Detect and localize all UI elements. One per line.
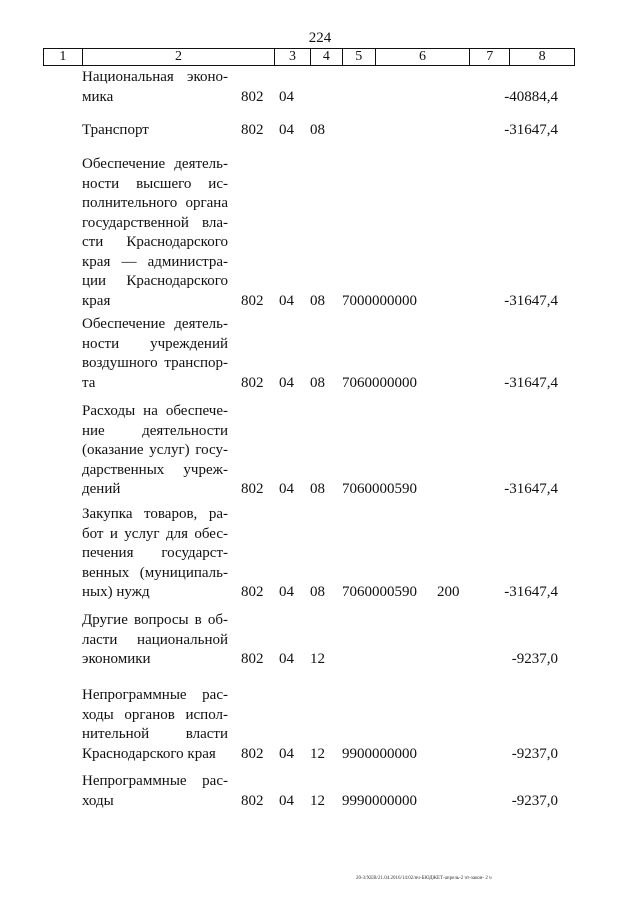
row-name-line: дений	[82, 481, 121, 497]
subsection-code: 08	[310, 481, 325, 497]
admin-code: 802	[241, 292, 264, 309]
row-name-line: ности учреждений	[82, 335, 228, 352]
section-code: 04	[279, 651, 294, 667]
row-name	[82, 686, 228, 764]
header-col-5: 5	[343, 49, 376, 65]
header-col-7: 7	[470, 49, 510, 65]
subsection-code: 12	[310, 745, 325, 762]
subsection-code: 08	[310, 584, 325, 600]
subsection-code: 08	[310, 292, 325, 309]
section-code: 04	[279, 292, 294, 309]
target-article-code: 7060000000	[342, 374, 417, 391]
admin-code: 802	[241, 88, 264, 105]
row-name-line: ние деятельности	[82, 422, 228, 439]
row-name-line: Национальная эконо-	[82, 69, 228, 85]
subsection-code: 08	[310, 374, 325, 391]
row-name	[82, 315, 228, 393]
row-name-line: (оказание услуг) госу-	[82, 442, 228, 458]
amount: -40884,4	[504, 88, 558, 105]
row-name-line: бот и услуг для обес-	[82, 525, 228, 542]
row-name-line: Другие вопросы в об-	[82, 612, 228, 628]
section-code: 04	[279, 374, 294, 391]
admin-code: 802	[241, 792, 264, 809]
header-col-8: 8	[538, 49, 546, 64]
page-number: 224	[308, 30, 332, 46]
row-name-line: Краснодарского края	[82, 745, 216, 762]
subsection-code: 12	[310, 792, 325, 809]
row-name-line: Обеспечение деятель-	[82, 316, 228, 332]
amount: -9237,0	[511, 792, 558, 809]
row-name-line: Непрограммные рас-	[82, 687, 228, 703]
row-name-line: венных (муниципаль-	[82, 564, 228, 581]
row-name-line: ходы	[82, 792, 114, 809]
amount: -31647,4	[504, 122, 558, 138]
row-name-line: печения государст-	[82, 545, 228, 561]
subsection-code: 12	[310, 651, 325, 667]
admin-code: 802	[241, 374, 264, 391]
row-name-line: экономики	[82, 651, 151, 667]
amount: -9237,0	[511, 651, 558, 667]
section-code: 04	[279, 745, 294, 762]
section-code: 04	[279, 122, 294, 138]
document-footer-code: 20-3/ХЕВ/21.04.2016/14:02/нч-БЮДЖЕТ-апрель-2 чт-закон- 2 ч	[356, 876, 492, 881]
target-article-code: 7000000000	[342, 292, 417, 309]
row-name-line: края — администра-	[82, 253, 228, 270]
row-name	[82, 772, 228, 811]
section-code: 04	[279, 88, 294, 105]
admin-code: 802	[241, 745, 264, 762]
section-code: 04	[279, 584, 294, 600]
row-name-line: воздушного транспор-	[82, 355, 228, 371]
row-name-line: Закупка товаров, ра-	[82, 506, 228, 522]
amount: -9237,0	[511, 745, 558, 762]
amount: -31647,4	[504, 584, 558, 600]
row-name	[82, 68, 228, 107]
row-name	[82, 155, 228, 311]
row-name-line: ласти национальной	[82, 631, 228, 648]
row-name-line: края	[82, 292, 111, 309]
header-col-3: 3	[275, 49, 311, 65]
row-name-line: нительной власти	[82, 726, 228, 742]
admin-code: 802	[241, 584, 264, 600]
row-name-line: мика	[82, 88, 114, 105]
row-name-line: Обеспечение деятель-	[82, 156, 228, 172]
row-name-line: дарственных учреж-	[82, 461, 228, 478]
row-name	[82, 121, 228, 141]
admin-code: 802	[241, 651, 264, 667]
row-name-line: сти Краснодарского	[82, 234, 228, 250]
amount: -31647,4	[504, 374, 558, 391]
amount: -31647,4	[504, 481, 558, 497]
row-name	[82, 611, 228, 670]
target-article-code: 9900000000	[342, 745, 417, 762]
header-col-4: 4	[311, 49, 343, 65]
row-name-line: ходы органов испол-	[82, 706, 228, 723]
target-article-code: 9990000000	[342, 792, 417, 809]
row-name	[82, 505, 228, 603]
row-name-line: Непрограммные рас-	[82, 773, 228, 789]
section-code: 04	[279, 481, 294, 497]
expense-type-code: 200	[437, 584, 460, 600]
section-code: 04	[279, 792, 294, 809]
header-col-1: 1	[44, 49, 83, 65]
target-article-code: 7060000590	[342, 481, 417, 497]
header-col-6: 6	[376, 49, 471, 65]
row-name	[82, 402, 228, 500]
row-name-line: та	[82, 374, 96, 391]
row-name-line: полнительного органа	[82, 195, 228, 211]
row-name-line: ции Краснодарского	[82, 273, 228, 289]
amount: -31647,4	[504, 292, 558, 309]
target-article-code: 7060000590	[342, 584, 417, 600]
row-name-line: ных) нужд	[82, 584, 150, 600]
row-name-line: Транспорт	[82, 122, 149, 138]
subsection-code: 08	[310, 122, 325, 138]
row-name-line: государственной вла-	[82, 214, 228, 231]
admin-code: 802	[241, 122, 264, 138]
header-col-2: 2	[83, 49, 275, 65]
admin-code: 802	[241, 481, 264, 497]
row-name-line: Расходы на обеспече-	[82, 403, 228, 419]
row-name-line: ности высшего ис-	[82, 175, 228, 192]
